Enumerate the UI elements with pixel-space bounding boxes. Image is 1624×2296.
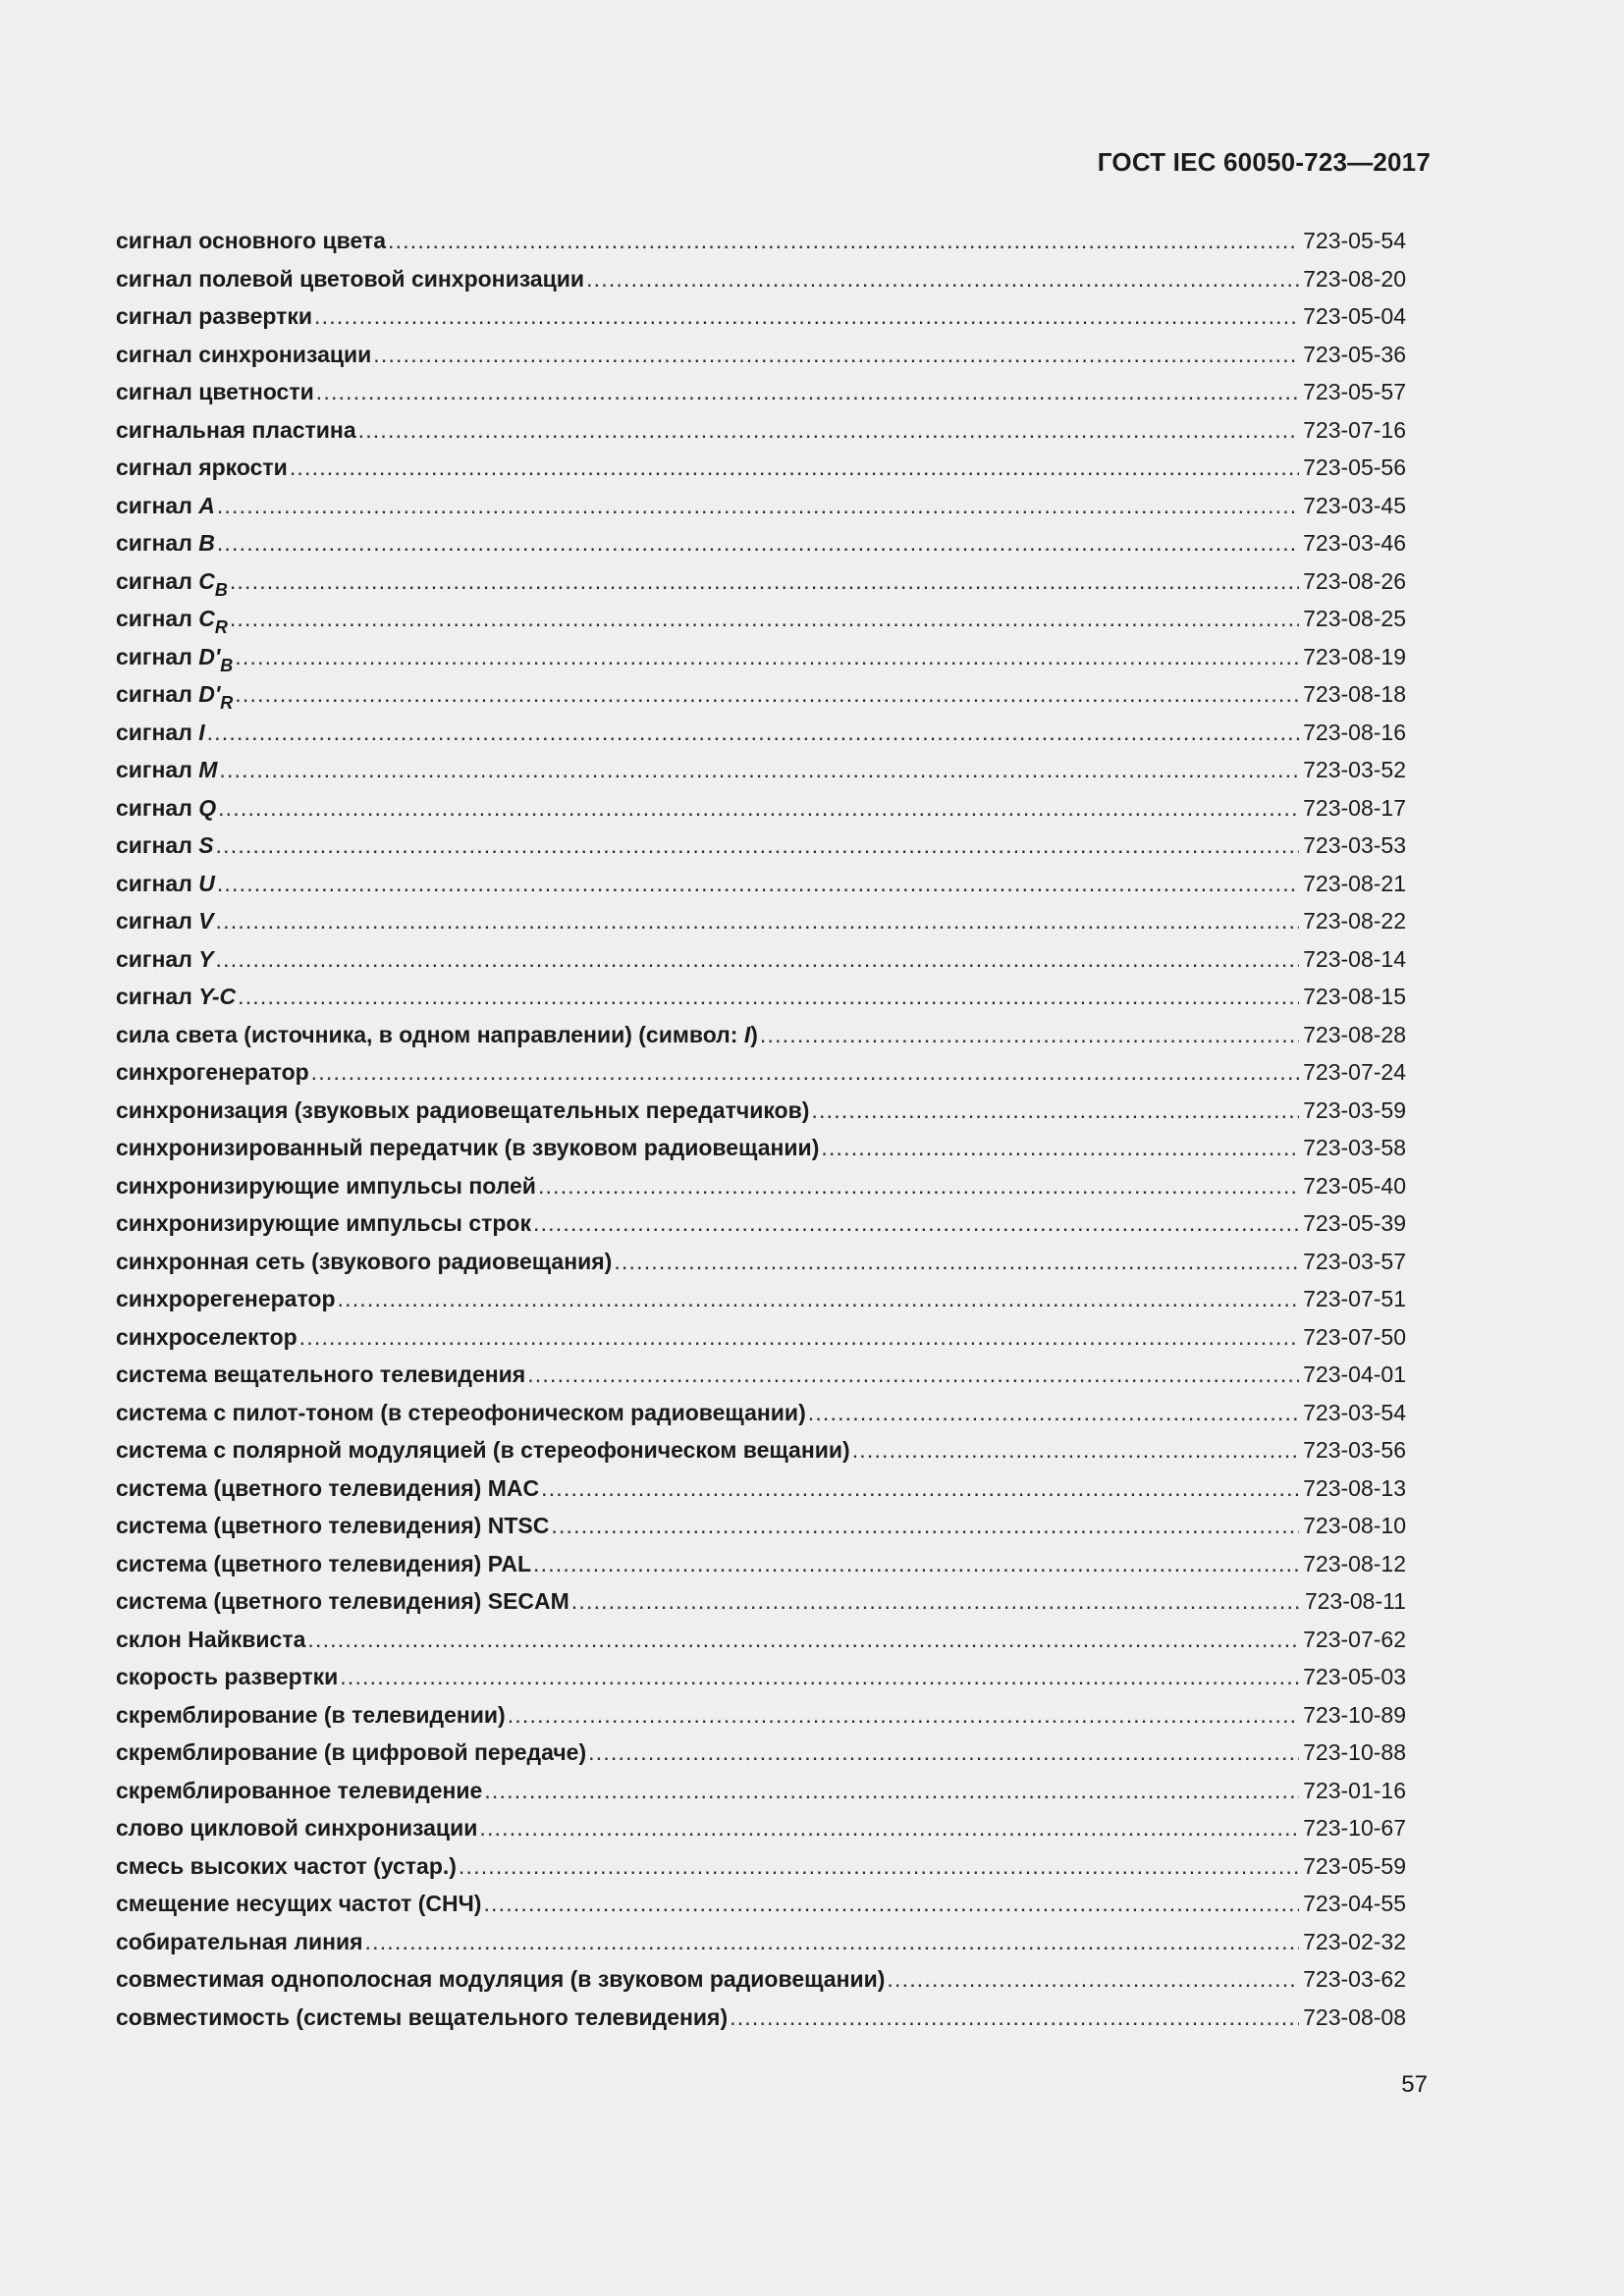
term-text: сигнал яркости xyxy=(116,454,288,480)
term-text: смесь высоких частот (устар.) xyxy=(116,1852,457,1879)
term-symbol: B xyxy=(198,530,215,556)
entry-term xyxy=(116,1053,309,1092)
dot-leader xyxy=(484,1772,1299,1810)
entry-reference: 723-10-88 xyxy=(1303,1739,1406,1765)
dot-leader xyxy=(311,1053,1299,1092)
dot-leader xyxy=(483,1885,1299,1923)
term-text: система (цветного телевидения) NTSC xyxy=(116,1513,550,1538)
term-text: синхронизация (звуковых радиовещательных передатчиков) xyxy=(116,1096,810,1123)
entry-term xyxy=(116,638,233,676)
dot-leader xyxy=(388,222,1299,260)
dot-leader xyxy=(218,789,1299,828)
entry-term xyxy=(116,1431,850,1469)
entry-term xyxy=(116,1016,758,1054)
term-text: система вещательного телевидения xyxy=(116,1362,526,1387)
entry-term xyxy=(116,487,215,525)
entry-reference: 723-08-19 xyxy=(1303,643,1406,669)
entry-reference: 723-05-40 xyxy=(1303,1172,1406,1199)
entry-term xyxy=(116,1356,525,1394)
entry-term xyxy=(116,1772,482,1810)
entry-reference: 723-07-16 xyxy=(1303,416,1406,443)
term-text: скорость развертки xyxy=(116,1664,339,1689)
dot-leader xyxy=(217,487,1299,525)
entry-term xyxy=(116,1507,549,1545)
entry-reference: 723-05-59 xyxy=(1303,1852,1406,1879)
entry-reference: 723-05-03 xyxy=(1303,1664,1406,1689)
term-text: сигнал xyxy=(116,530,192,556)
index-entry xyxy=(116,1469,1406,1508)
index-entry xyxy=(116,1734,1406,1772)
dot-leader xyxy=(340,1658,1299,1696)
entry-reference: 723-05-57 xyxy=(1303,379,1406,404)
dot-leader xyxy=(541,1469,1299,1508)
term-text: система (цветного телевидения) SECAM xyxy=(116,1588,569,1614)
entry-reference: 723-10-89 xyxy=(1303,1701,1406,1728)
index-entry xyxy=(116,1658,1406,1696)
entry-term xyxy=(116,336,371,374)
dot-leader xyxy=(216,827,1300,865)
dot-leader xyxy=(571,1582,1301,1621)
entry-reference: 723-03-53 xyxy=(1303,832,1406,858)
term-text: сигнал xyxy=(116,643,192,669)
entry-term xyxy=(116,373,314,411)
entry-reference: 723-08-20 xyxy=(1303,265,1406,292)
index-entry xyxy=(116,1204,1406,1243)
term-subscript: R xyxy=(220,693,234,713)
index-entry xyxy=(116,1582,1406,1621)
term-text: скремблирование (в цифровой передаче) xyxy=(116,1739,587,1765)
dot-leader xyxy=(235,638,1299,676)
dot-leader xyxy=(588,1734,1299,1772)
term-symbol: D' xyxy=(198,643,221,669)
index-entry xyxy=(116,827,1406,865)
entry-term xyxy=(116,1582,569,1621)
entry-reference: 723-08-13 xyxy=(1303,1474,1406,1501)
dot-leader xyxy=(217,524,1299,562)
entry-reference: 723-03-45 xyxy=(1303,492,1406,518)
dot-leader xyxy=(551,1507,1299,1545)
term-text: сигнал xyxy=(116,870,192,896)
index-entry xyxy=(116,487,1406,525)
index-entry xyxy=(116,222,1406,260)
index-entry xyxy=(116,940,1406,979)
entry-term xyxy=(116,1469,539,1508)
dot-leader xyxy=(307,1621,1299,1659)
index-entry xyxy=(116,411,1406,450)
entry-term xyxy=(116,600,228,638)
document-header: ГОСТ IEC 60050-723—2017 xyxy=(1097,147,1431,177)
entry-reference: 723-01-16 xyxy=(1303,1777,1406,1803)
entry-term xyxy=(116,1885,481,1923)
index-entries xyxy=(116,222,1406,2036)
index-entry xyxy=(116,1923,1406,1961)
dot-leader xyxy=(730,1999,1299,2037)
entry-reference: 723-03-46 xyxy=(1303,530,1406,556)
entry-reference: 723-05-56 xyxy=(1303,454,1406,480)
term-symbol: M xyxy=(198,757,218,782)
dot-leader xyxy=(358,411,1300,450)
index-entry xyxy=(116,1053,1406,1092)
entry-reference: 723-08-10 xyxy=(1303,1513,1406,1538)
term-text: сила света (источника, в одном направлении) (символ: xyxy=(116,1021,738,1047)
term-text: совместимая однополосная модуляция (в звуковом радиовещании) xyxy=(116,1966,886,1992)
entry-term xyxy=(116,1809,477,1847)
entry-reference: 723-08-08 xyxy=(1303,2003,1406,2030)
index-entry xyxy=(116,1809,1406,1847)
term-text: сигнал основного цвета xyxy=(116,228,386,253)
term-text: система (цветного телевидения) MAC xyxy=(116,1474,540,1501)
dot-leader xyxy=(216,940,1300,979)
term-text: система (цветного телевидения) PAL xyxy=(116,1550,532,1576)
entry-term xyxy=(116,1847,457,1886)
term-text: сигнал цветности xyxy=(116,379,314,404)
entry-reference: 723-08-26 xyxy=(1303,567,1406,594)
entry-term xyxy=(116,222,386,260)
dot-leader xyxy=(230,562,1299,601)
entry-term xyxy=(116,1167,536,1205)
entry-reference: 723-05-39 xyxy=(1303,1210,1406,1236)
entry-term xyxy=(116,1545,531,1583)
term-suffix: ) xyxy=(750,1021,758,1047)
index-entry xyxy=(116,336,1406,374)
dot-leader xyxy=(217,865,1299,903)
term-text: сигнальная пластина xyxy=(116,416,356,443)
dot-leader xyxy=(760,1016,1299,1054)
index-entry xyxy=(116,1696,1406,1735)
entry-term xyxy=(116,1243,612,1281)
dot-leader xyxy=(216,902,1300,940)
entry-term xyxy=(116,449,288,487)
entry-term xyxy=(116,562,228,601)
term-text: сигнал xyxy=(116,567,192,594)
term-text: слово цикловой синхронизации xyxy=(116,1815,478,1841)
term-text: синхронизирующие импульсы полей xyxy=(116,1172,536,1199)
entry-term xyxy=(116,411,356,450)
index-entry xyxy=(116,1999,1406,2037)
entry-term xyxy=(116,1092,809,1130)
entry-term xyxy=(116,1621,305,1659)
entry-reference: 723-08-11 xyxy=(1304,1588,1406,1614)
entry-term xyxy=(116,1923,363,1961)
entry-reference: 723-07-62 xyxy=(1303,1626,1406,1652)
dot-leader xyxy=(533,1545,1299,1583)
entry-reference: 723-04-55 xyxy=(1303,1891,1406,1916)
entry-reference: 723-08-21 xyxy=(1303,870,1406,896)
dot-leader xyxy=(538,1167,1299,1205)
dot-leader xyxy=(811,1092,1299,1130)
dot-leader xyxy=(338,1280,1300,1318)
term-subscript: R xyxy=(214,617,228,637)
dot-leader xyxy=(238,978,1299,1016)
entry-term xyxy=(116,714,205,752)
entry-reference: 723-05-36 xyxy=(1303,341,1406,367)
dot-leader xyxy=(365,1923,1300,1961)
term-symbol: D' xyxy=(198,681,221,707)
dot-leader xyxy=(207,714,1300,752)
entry-reference: 723-08-14 xyxy=(1303,945,1406,972)
dot-leader xyxy=(808,1394,1299,1432)
dot-leader xyxy=(479,1809,1299,1847)
term-text: сигнал xyxy=(116,945,192,972)
term-text: сигнал xyxy=(116,606,192,631)
index-entry xyxy=(116,714,1406,752)
entry-term xyxy=(116,297,312,336)
term-symbol: A xyxy=(198,492,215,518)
entry-reference: 723-03-59 xyxy=(1303,1096,1406,1123)
term-text: система с полярной модуляцией (в стереофоническом вещании) xyxy=(116,1437,850,1463)
term-text: сигнал xyxy=(116,719,192,745)
dot-leader xyxy=(230,600,1299,638)
entry-term xyxy=(116,827,214,865)
dot-leader xyxy=(508,1696,1299,1735)
entry-reference: 723-08-12 xyxy=(1303,1550,1406,1576)
index-entry xyxy=(116,978,1406,1016)
index-entry xyxy=(116,1280,1406,1318)
index-entry xyxy=(116,1167,1406,1205)
term-text: сигнал развертки xyxy=(116,303,313,329)
term-symbol: V xyxy=(198,908,214,934)
entry-term xyxy=(116,1394,806,1432)
entry-reference: 723-08-18 xyxy=(1303,681,1406,707)
term-symbol: U xyxy=(198,870,215,896)
entry-term xyxy=(116,1696,506,1735)
dot-leader xyxy=(533,1204,1299,1243)
term-text: сигнал xyxy=(116,794,192,821)
term-text: смещение несущих частот (СНЧ) xyxy=(116,1891,482,1916)
entry-term xyxy=(116,1129,819,1167)
index-entry xyxy=(116,562,1406,601)
page-number: 57 xyxy=(1401,2071,1428,2098)
entry-term xyxy=(116,789,216,828)
term-text: скремблированное телевидение xyxy=(116,1777,483,1803)
term-text: сигнал xyxy=(116,984,192,1009)
term-text: сигнал xyxy=(116,492,192,518)
term-symbol: I xyxy=(198,719,205,745)
term-text: собирательная линия xyxy=(116,1928,363,1954)
entry-reference: 723-05-04 xyxy=(1303,303,1406,329)
index-entry xyxy=(116,1847,1406,1886)
entry-reference: 723-08-28 xyxy=(1303,1021,1406,1047)
index-entry xyxy=(116,675,1406,714)
dot-leader xyxy=(821,1129,1299,1167)
index-entry xyxy=(116,1318,1406,1357)
index-entry xyxy=(116,1243,1406,1281)
dot-leader xyxy=(852,1431,1299,1469)
term-text: сигнал xyxy=(116,908,192,934)
term-text: синхроселектор xyxy=(116,1323,298,1350)
index-entry xyxy=(116,373,1406,411)
entry-reference: 723-08-16 xyxy=(1303,719,1406,745)
entry-term xyxy=(116,865,215,903)
index-entry xyxy=(116,902,1406,940)
entry-reference: 723-08-25 xyxy=(1303,606,1406,631)
index-entry xyxy=(116,1016,1406,1054)
index-entry xyxy=(116,1772,1406,1810)
dot-leader xyxy=(219,751,1299,789)
term-text: синхрогенератор xyxy=(116,1059,309,1085)
index-entry xyxy=(116,789,1406,828)
term-text: совместимость (системы вещательного телевидения) xyxy=(116,2003,729,2030)
dot-leader xyxy=(235,675,1299,714)
entry-reference: 723-08-15 xyxy=(1303,984,1406,1009)
term-text: сигнал синхронизации xyxy=(116,341,372,367)
entry-reference: 723-07-24 xyxy=(1303,1059,1406,1085)
index-entry xyxy=(116,1885,1406,1923)
dot-leader xyxy=(316,373,1299,411)
entry-term xyxy=(116,260,584,298)
index-entry xyxy=(116,751,1406,789)
entry-term xyxy=(116,1960,885,1999)
dot-leader xyxy=(314,297,1299,336)
entry-reference: 723-07-50 xyxy=(1303,1323,1406,1350)
dot-leader xyxy=(527,1356,1299,1394)
entry-reference: 723-03-57 xyxy=(1303,1248,1406,1274)
entry-term xyxy=(116,1658,338,1696)
entry-reference: 723-07-51 xyxy=(1303,1286,1406,1311)
index-entry xyxy=(116,1356,1406,1394)
term-subscript: B xyxy=(214,579,228,600)
term-symbol: Y xyxy=(198,945,214,972)
term-text: сигнал полевой цветовой синхронизации xyxy=(116,265,585,292)
entry-term xyxy=(116,940,214,979)
dot-leader xyxy=(290,449,1299,487)
entry-reference: 723-08-17 xyxy=(1303,794,1406,821)
entry-term xyxy=(116,751,217,789)
term-symbol: I xyxy=(743,1021,751,1047)
term-subscript: B xyxy=(220,655,234,675)
dot-leader xyxy=(459,1847,1299,1886)
term-text: сигнал xyxy=(116,832,192,858)
term-text: синхронизирующие импульсы строк xyxy=(116,1210,531,1236)
term-text: склон Найквиста xyxy=(116,1626,306,1652)
index-entry xyxy=(116,865,1406,903)
term-text: синхронная сеть (звукового радиовещания) xyxy=(116,1248,613,1274)
index-entry xyxy=(116,1960,1406,1999)
index-entry xyxy=(116,1129,1406,1167)
entry-reference: 723-03-62 xyxy=(1303,1966,1406,1992)
entry-term xyxy=(116,1280,336,1318)
entry-reference: 723-04-01 xyxy=(1303,1362,1406,1387)
entry-reference: 723-03-56 xyxy=(1303,1437,1406,1463)
index-entry xyxy=(116,1431,1406,1469)
index-entry xyxy=(116,638,1406,676)
dot-leader xyxy=(299,1318,1299,1357)
entry-reference: 723-08-22 xyxy=(1303,908,1406,934)
index-entry xyxy=(116,1507,1406,1545)
entry-term xyxy=(116,1734,586,1772)
term-text: скремблирование (в телевидении) xyxy=(116,1701,506,1728)
entry-term xyxy=(116,1318,298,1357)
index-entry xyxy=(116,1621,1406,1659)
entry-term xyxy=(116,978,236,1016)
dot-leader xyxy=(614,1243,1299,1281)
entry-reference: 723-03-54 xyxy=(1303,1399,1406,1425)
index-entry xyxy=(116,297,1406,336)
index-entry xyxy=(116,449,1406,487)
entry-reference: 723-03-58 xyxy=(1303,1135,1406,1160)
index-entry xyxy=(116,1545,1406,1583)
index-entry xyxy=(116,524,1406,562)
term-text: сигнал xyxy=(116,757,192,782)
dot-leader xyxy=(373,336,1299,374)
entry-term xyxy=(116,1999,728,2037)
dot-leader xyxy=(887,1960,1299,1999)
index-entry xyxy=(116,1092,1406,1130)
term-text: синхрорегенератор xyxy=(116,1286,336,1311)
entry-term xyxy=(116,902,214,940)
entry-reference: 723-10-67 xyxy=(1303,1815,1406,1841)
entry-term xyxy=(116,1204,531,1243)
dot-leader xyxy=(586,260,1299,298)
term-text: система с пилот-тоном (в стереофоническом радиовещании) xyxy=(116,1399,806,1425)
index-entry xyxy=(116,1394,1406,1432)
term-symbol: S xyxy=(198,832,214,858)
entry-reference: 723-05-54 xyxy=(1303,228,1406,253)
entry-term xyxy=(116,524,215,562)
entry-reference: 723-03-52 xyxy=(1303,757,1406,782)
term-symbol: C xyxy=(198,606,215,631)
term-symbol: Y-C xyxy=(198,984,237,1009)
term-text: сигнал xyxy=(116,681,192,707)
term-symbol: Q xyxy=(198,794,217,821)
entry-reference: 723-02-32 xyxy=(1303,1928,1406,1954)
index-entry xyxy=(116,260,1406,298)
term-symbol: C xyxy=(198,567,215,594)
index-entry xyxy=(116,600,1406,638)
term-text: синхронизированный передатчик (в звуковом радиовещании) xyxy=(116,1135,820,1160)
entry-term xyxy=(116,675,233,714)
